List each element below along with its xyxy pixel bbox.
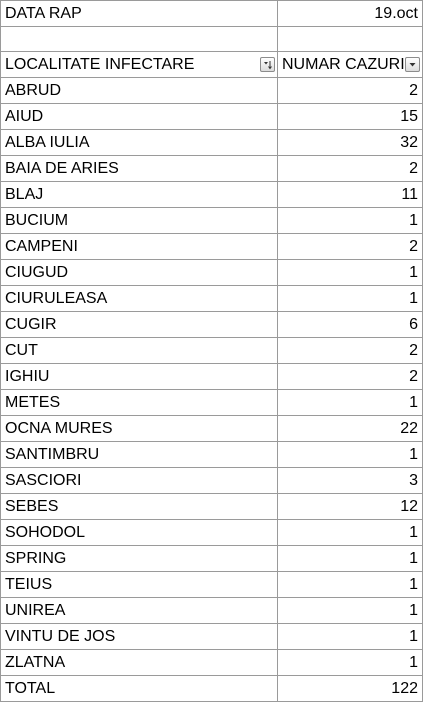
- table-row: [1, 650, 423, 676]
- filter-dropdown-icon[interactable]: [405, 57, 420, 72]
- empty-row: [1, 27, 423, 52]
- cases-header-label: NUMAR CAZURI: [282, 56, 405, 73]
- locality-cell[interactable]: UNIREA: [1, 598, 278, 624]
- locality-cell[interactable]: CUGIR: [1, 312, 278, 338]
- table-row: [1, 468, 423, 494]
- report-label-cell[interactable]: DATA RAP: [1, 1, 278, 27]
- empty-cell[interactable]: [278, 27, 423, 52]
- cases-cell[interactable]: 2: [278, 234, 423, 260]
- table-row: [1, 416, 423, 442]
- table-row: [1, 494, 423, 520]
- locality-cell[interactable]: ALBA IULIA: [1, 130, 278, 156]
- locality-cell[interactable]: METES: [1, 390, 278, 416]
- total-cases-cell[interactable]: 122: [278, 676, 423, 702]
- table-row: [1, 78, 423, 104]
- cases-cell[interactable]: 2: [278, 338, 423, 364]
- locality-cell[interactable]: CUT: [1, 338, 278, 364]
- locality-header-cell[interactable]: [1, 52, 278, 78]
- table-row: [1, 234, 423, 260]
- cases-cell[interactable]: 2: [278, 156, 423, 182]
- table-row: [1, 442, 423, 468]
- total-row: [1, 676, 423, 702]
- table-row: [1, 156, 423, 182]
- locality-cell[interactable]: CIUGUD: [1, 260, 278, 286]
- cases-cell[interactable]: 2: [278, 78, 423, 104]
- report-date-cell[interactable]: 19.oct: [278, 1, 423, 27]
- table-row: [1, 338, 423, 364]
- locality-cell[interactable]: ZLATNA: [1, 650, 278, 676]
- table-row: [1, 182, 423, 208]
- table-row: [1, 598, 423, 624]
- table-row: [1, 572, 423, 598]
- table-row: [1, 520, 423, 546]
- cases-cell[interactable]: 1: [278, 520, 423, 546]
- table-row: [1, 104, 423, 130]
- locality-cell[interactable]: OCNA MURES: [1, 416, 278, 442]
- table-row: [1, 260, 423, 286]
- table-row: [1, 546, 423, 572]
- locality-cell[interactable]: BAIA DE ARIES: [1, 156, 278, 182]
- cases-cell[interactable]: 1: [278, 442, 423, 468]
- table-row: [1, 286, 423, 312]
- locality-cell[interactable]: SPRING: [1, 546, 278, 572]
- cases-cell[interactable]: 11: [278, 182, 423, 208]
- table-row: [1, 312, 423, 338]
- table-row: [1, 208, 423, 234]
- locality-cell[interactable]: VINTU DE JOS: [1, 624, 278, 650]
- header-row: [1, 52, 423, 78]
- table-row: [1, 390, 423, 416]
- locality-header-label: LOCALITATE INFECTARE: [5, 56, 195, 73]
- locality-cell[interactable]: SOHODOL: [1, 520, 278, 546]
- cases-cell[interactable]: 32: [278, 130, 423, 156]
- locality-cell[interactable]: SASCIORI: [1, 468, 278, 494]
- locality-cell[interactable]: SANTIMBRU: [1, 442, 278, 468]
- empty-cell[interactable]: [1, 27, 278, 52]
- report-date-row: [1, 1, 423, 27]
- cases-cell[interactable]: 1: [278, 208, 423, 234]
- cases-cell[interactable]: 1: [278, 260, 423, 286]
- table-row: [1, 364, 423, 390]
- locality-cell[interactable]: CIURULEASA: [1, 286, 278, 312]
- locality-cell[interactable]: IGHIU: [1, 364, 278, 390]
- table-row: [1, 130, 423, 156]
- locality-cell[interactable]: CAMPENI: [1, 234, 278, 260]
- cases-header-cell[interactable]: [278, 52, 423, 78]
- locality-cell[interactable]: BLAJ: [1, 182, 278, 208]
- cases-cell[interactable]: 3: [278, 468, 423, 494]
- locality-cell[interactable]: ABRUD: [1, 78, 278, 104]
- cases-cell[interactable]: 1: [278, 572, 423, 598]
- cases-cell[interactable]: 1: [278, 546, 423, 572]
- cases-cell[interactable]: 1: [278, 286, 423, 312]
- cases-cell[interactable]: 1: [278, 650, 423, 676]
- total-label-cell[interactable]: TOTAL: [1, 676, 278, 702]
- cases-cell[interactable]: 2: [278, 364, 423, 390]
- locality-cell[interactable]: AIUD: [1, 104, 278, 130]
- cases-cell[interactable]: 6: [278, 312, 423, 338]
- locality-cell[interactable]: SEBES: [1, 494, 278, 520]
- cases-cell[interactable]: 22: [278, 416, 423, 442]
- locality-cell[interactable]: TEIUS: [1, 572, 278, 598]
- cases-cell[interactable]: 1: [278, 390, 423, 416]
- table-row: [1, 624, 423, 650]
- sort-filter-icon[interactable]: [260, 57, 275, 72]
- cases-cell[interactable]: 12: [278, 494, 423, 520]
- cases-cell[interactable]: 15: [278, 104, 423, 130]
- locality-cell[interactable]: BUCIUM: [1, 208, 278, 234]
- cases-cell[interactable]: 1: [278, 624, 423, 650]
- cases-cell[interactable]: 1: [278, 598, 423, 624]
